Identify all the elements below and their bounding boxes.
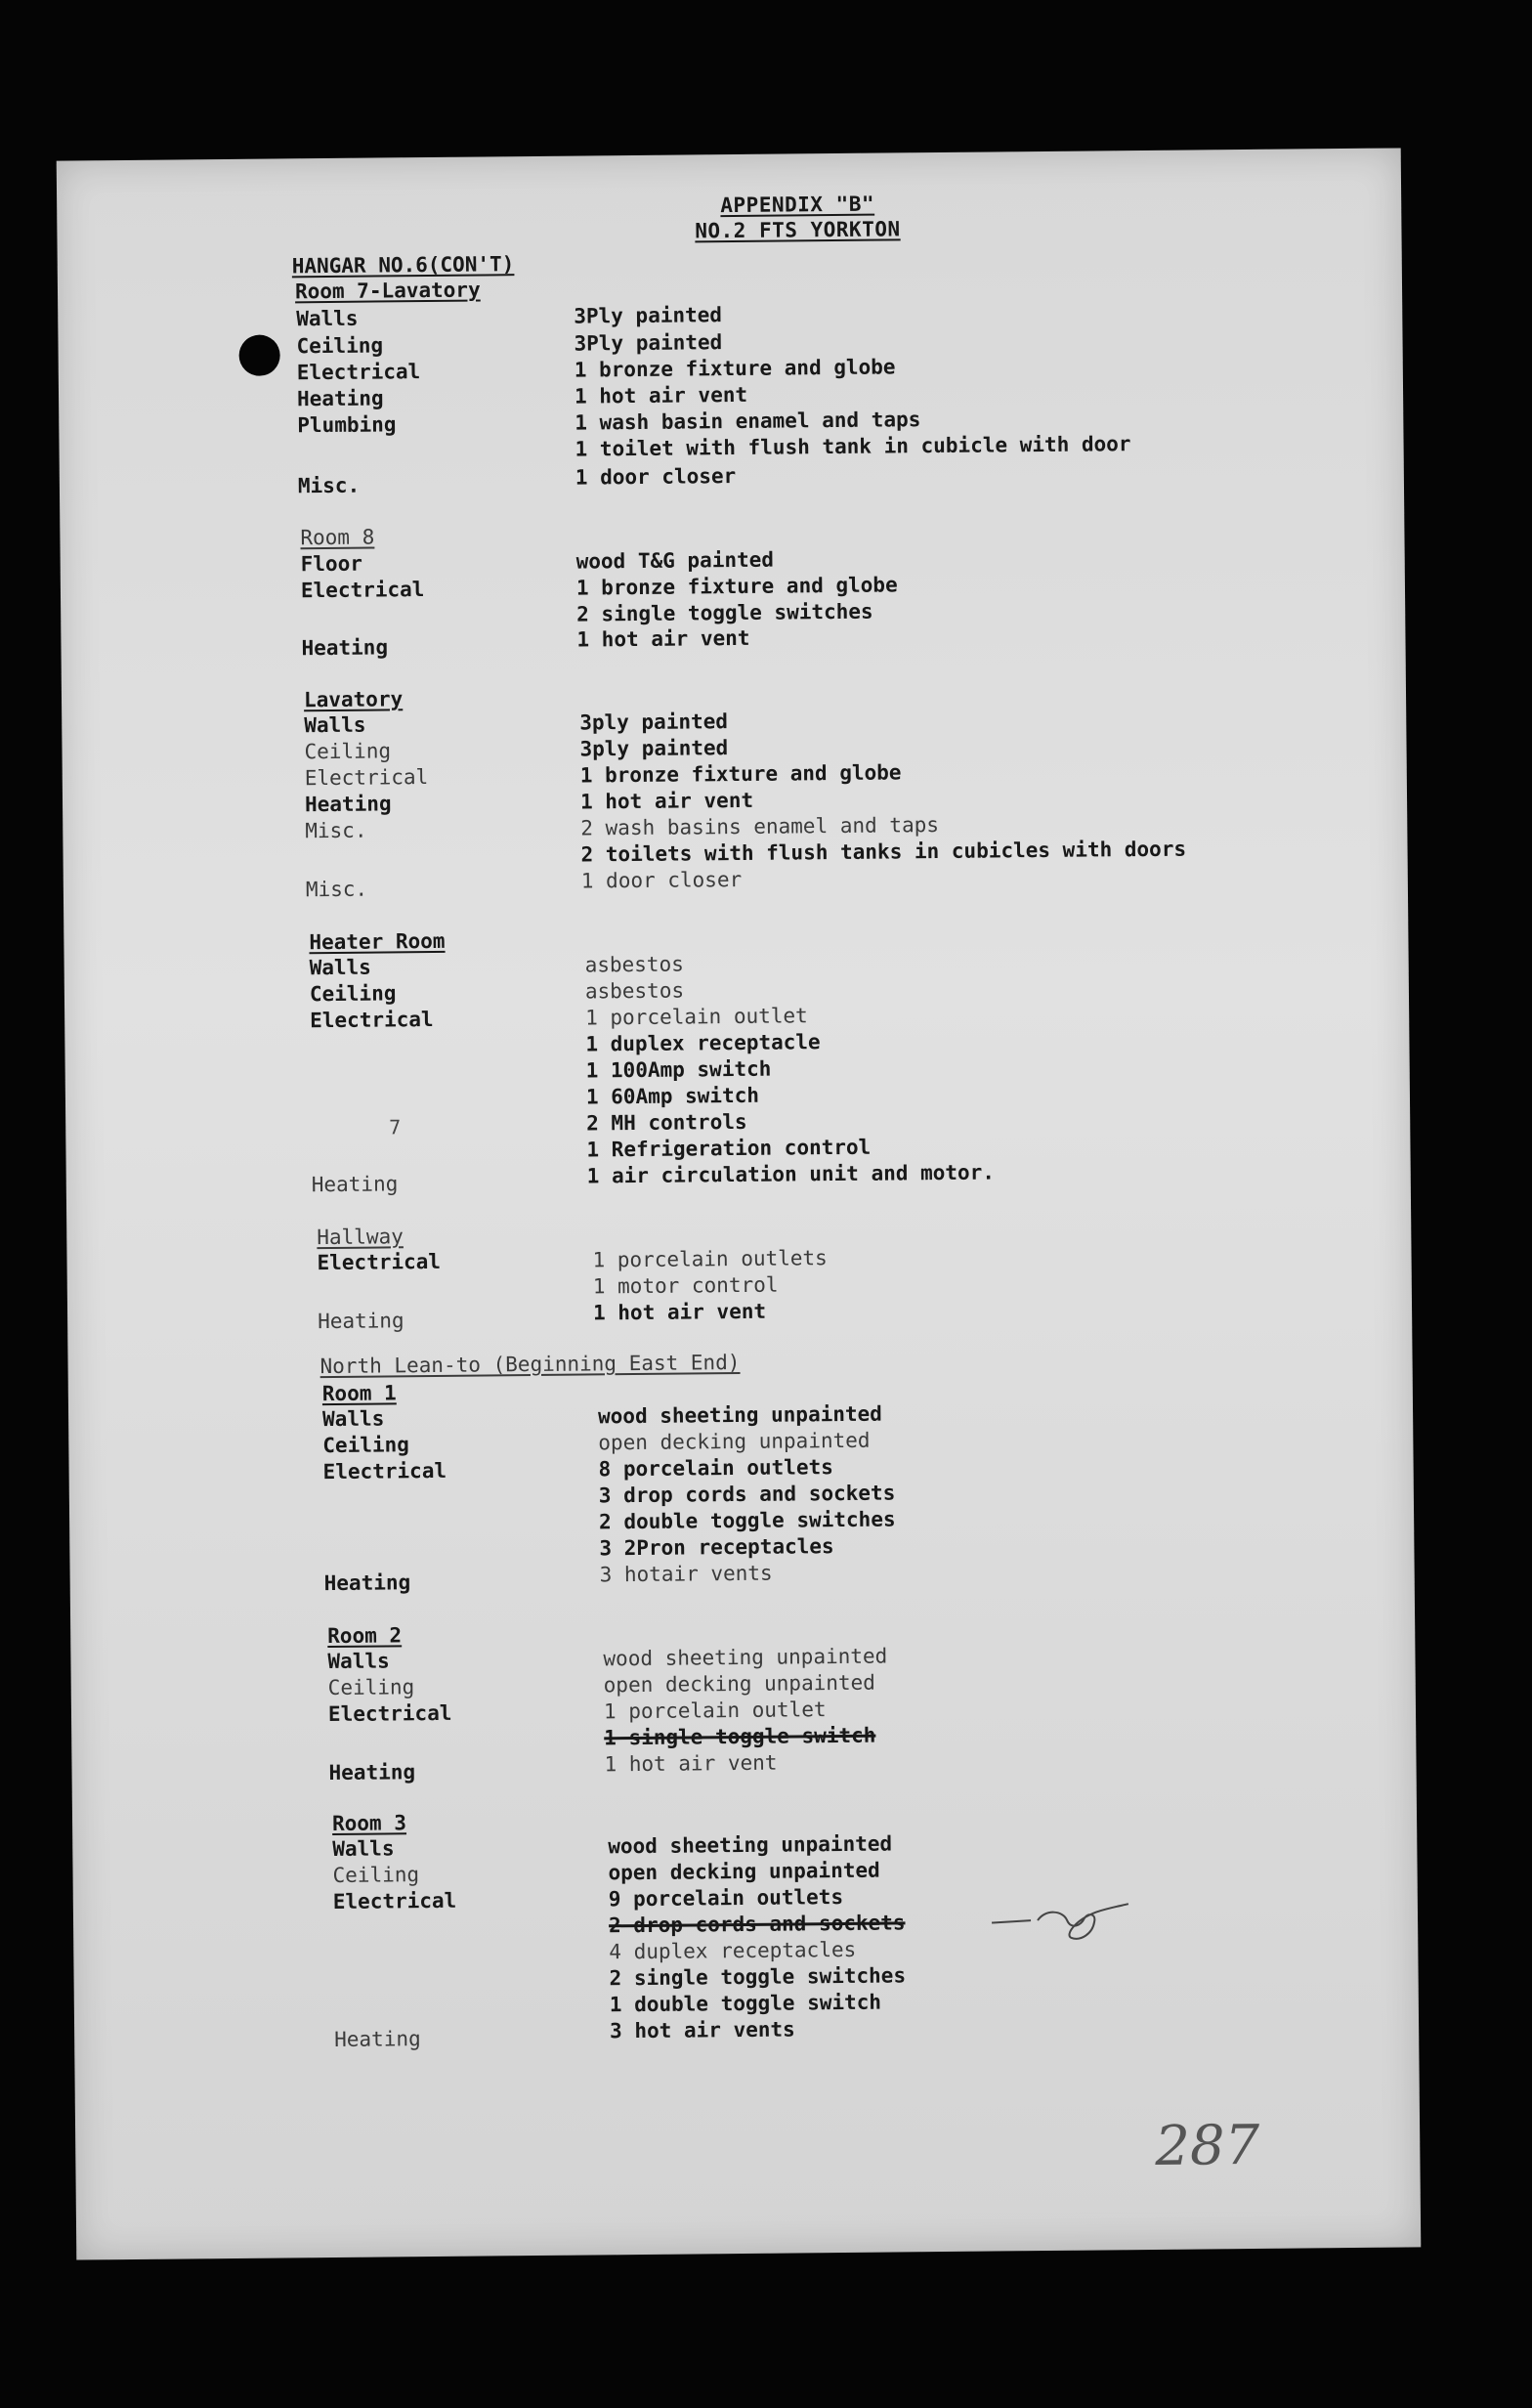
punch-hole — [238, 334, 279, 375]
appendix-subtitle: NO.2 FTS YORKTON — [695, 217, 901, 243]
document-page — [57, 148, 1422, 2259]
margin-note: 7 — [389, 1115, 402, 1140]
page-number: 287 — [1154, 2113, 1260, 2178]
appendix-title: APPENDIX "B" — [720, 192, 875, 218]
handwritten-mark — [987, 1890, 1144, 1951]
